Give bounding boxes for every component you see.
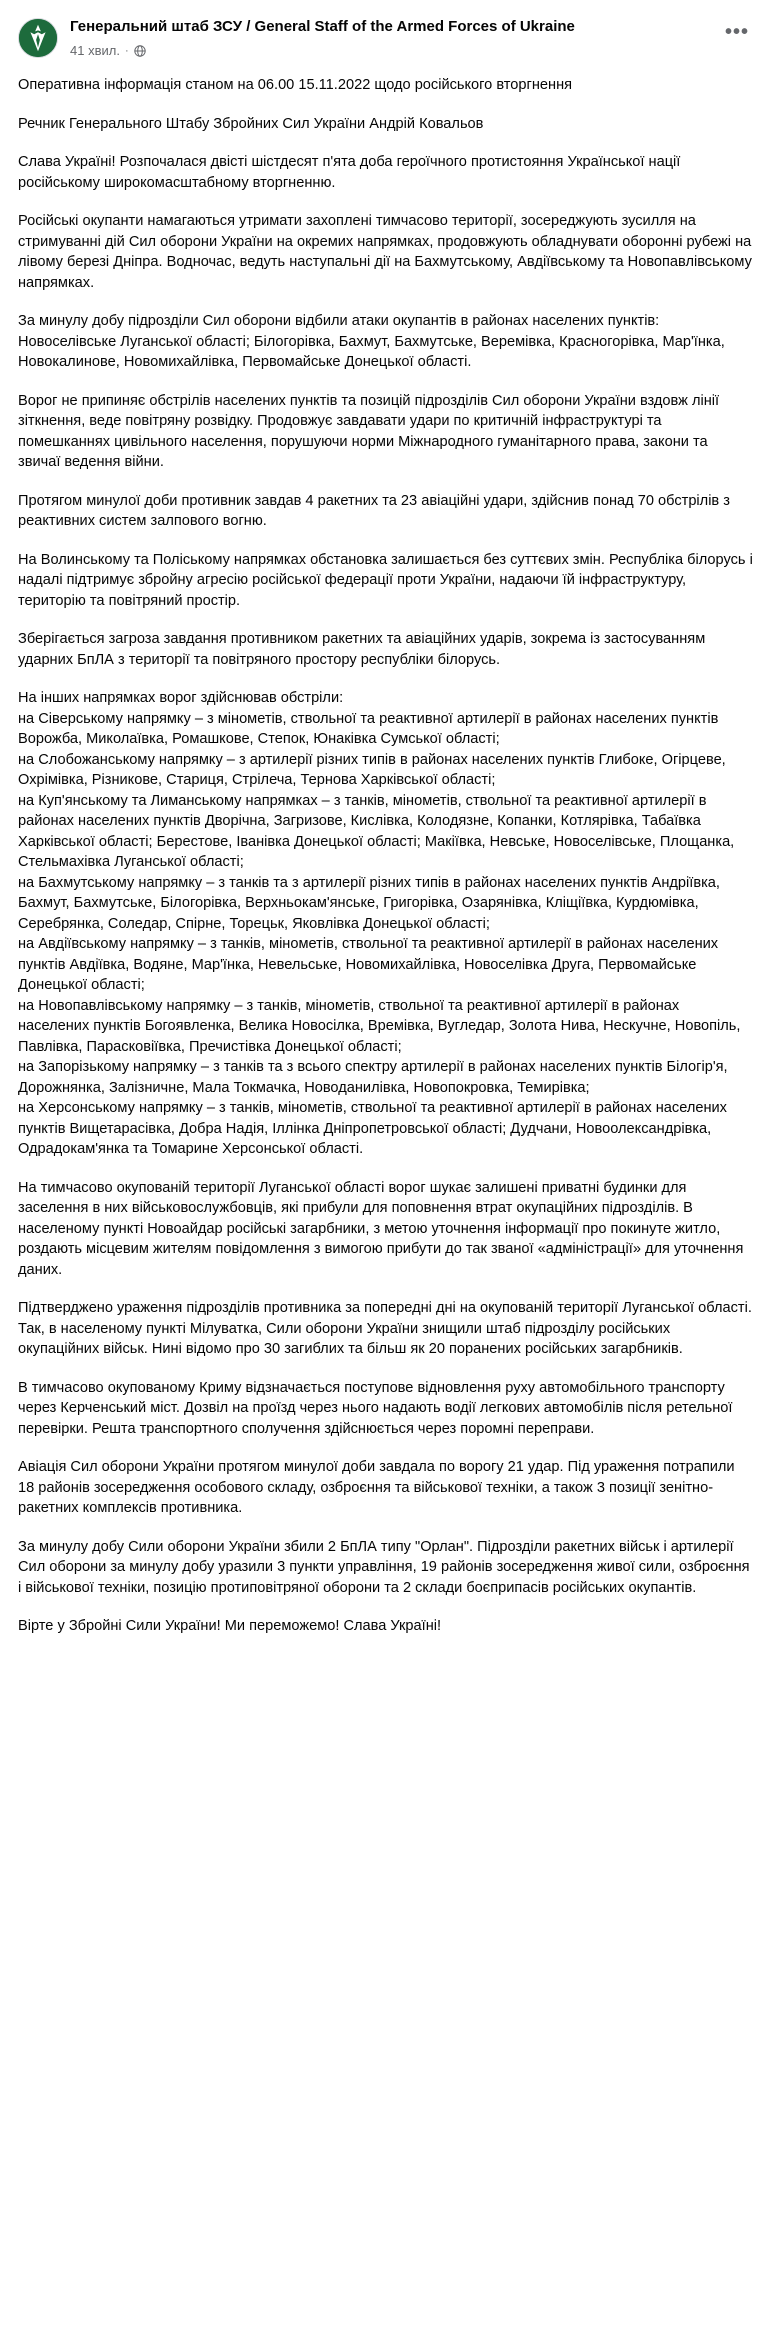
post-paragraph: Авіація Сил оборони України протягом минулої доби завдала по ворогу 21 удар. Під ураження потрапили 18 районів зосередження особового складу, озброєння та військової техніки, а також 3 позиції зенітно-ракетних комплексів противника. [18,1459,735,1516]
post-timestamp[interactable]: 41 хвил. [70,43,120,58]
post-paragraph: На тимчасово окупованій території Луганської області ворог шукає залишені приватні будинки для заселення в них військовослужбовців, які прибули для поповнення втрат окупаційних підрозділів. В населеному пункті Новоайдар російські загарбники, з метою уточнення інформації про покинуте житло, роздають місцевим жителям повідомлення з вимогою прибути до так званої «адміністрації» для уточнення даних. [18,1179,744,1278]
directions-intro: На інших напрямках ворог здійснював обстріли: [18,690,344,706]
direction-item: на Куп'янському та Лиманському напрямках – з танків, мінометів, ствольної та реактивної артилерії в районах населених пунктів Дворічна, Загризове, Кислівка, Колодязне, Копанки, Котлярівка, Табаївка Харківської області; Берестове, Іванівка Донецької області; Макіївка, Невське, Новоселівське, Площанка, Стельмахівка Луганської області; [18,792,735,870]
direction-item: на Слобожанському напрямку – з артилерії різних типів в районах населених пунктів Глибоке, Огірцеве, Охрімівка, Різникове, Стариця, Стрілеча, Тернова Харківської області; [18,751,726,788]
post-paragraph: Оперативна інформація станом на 06.00 15.11.2022 щодо російського вторгнення [18,77,573,93]
post-header [18,12,753,61]
post-paragraph: Слава Україні! Розпочалася двісті шістдесят п'ята доба героїчного протистояння Української нації російському широкомасштабному вторгненню. [18,154,681,191]
direction-item: на Сіверському напрямку – з мінометів, ствольної та реактивної артилерії в районах населених пунктів Ворожба, Миколаївка, Ромашкове, Степок, Юнаківка Сумської області; [18,710,719,747]
globe-icon [134,45,146,57]
post-paragraph: В тимчасово окупованому Криму відзначається поступове відновлення руху автомобільного транспорту через Керченський міст. Дозвіл на проїзд через нього надають водії легкових автомобілів після ретельної перевірки. Решта транспортного сполучення здійснюється через поромні переправи. [18,1379,733,1437]
direction-item: на Бахмутському напрямку – з танків та з артилерії різних типів в районах населених пунктів Андріївка, Бахмут, Бахмутське, Білогорівка, Верхньокам'янське, Григорівка, Озарянівка, Кліщіївка, Курдюмівка, Серебрянка, Соледар, Спірне, Торецьк, Яковлівка Донецької області; [18,874,720,932]
direction-item: на Новопавлівському напрямку – з танків, мінометів, ствольної та реактивної артилерії в районах населених пунктів Богоявленка, Велика Новосілка, Времівка, Вугледар, Золота Нива, Нескучне, Новопіль, Павлівка, Парасковіївка, Пречистівка Донецької області; [18,997,741,1055]
post-paragraph: Вірте у Збройні Сили України! Ми переможемо! Слава Україні! [18,1618,442,1634]
post-options-menu-icon[interactable]: ••• [724,21,749,43]
directions-block [18,688,753,1160]
post-header-text [70,16,753,59]
post-paragraph: За минулу добу підрозділи Сил оборони відбили атаки окупантів в районах населених пунктів: Новоселівське Луганської області; Білогорівка, Бахмут, Бахмутське, Веремівка, Красногорівка, Мар'їнка, Новокалинове, Новомихайлівка, Первомайське Донецької області. [18,313,725,370]
post-paragraph: Протягом минулої доби противник завдав 4 ракетних та 23 авіаційні удари, здійснив понад 70 обстрілів з реактивних систем залпового вогню. [18,492,730,529]
direction-item: на Херсонському напрямку – з танків, мінометів, ствольної та реактивної артилерії в районах населених пунктів Вищетарасівка, Добра Надія, Іллінка Дніпропетровської області; Дудчани, Новоолександрівка, Одрадокам'янка та Томарине Херсонської області. [18,1100,727,1157]
meta-separator: · [124,45,129,57]
post-paragraph: На Волинському та Поліському напрямках обстановка залишається без суттєвих змін. Республіка білорусь і надалі підтримує збройну агресію російської федерації проти України, надаючи їй інфраструктуру, територію та повітряний простір. [18,551,753,609]
page-name[interactable]: Генеральний штаб ЗСУ / General Staff of the Armed Forces of Ukraine [70,18,575,35]
avatar[interactable] [18,18,58,58]
post-paragraph: Російські окупанти намагаються утримати захоплені тимчасово території, зосереджують зусилля на стримуванні дій Сил оборони України на окремих напрямках, продовжують обладнувати оборонні рубежі на лівому березі Дніпра. Водночас, ведуть наступальні дії на Бахмутському, Авдіївському та Новопавлівському напрямках. [18,213,752,291]
post-paragraph: Підтверджено ураження підрозділів противника за попередні дні на окупованій території Луганської області. Так, в населеному пункті Мілуватка, Сили оборони України знищили штаб підрозділу російських окупаційних військ. Нині відомо про 30 загиблих та більш як 20 поранених російських загарбників. [18,1300,752,1357]
direction-item: на Авдіївському напрямку – з танків, мінометів, ствольної та реактивної артилерії в районах населених пунктів Авдіївка, Водяне, Мар'їнка, Невельське, Новомихайлівка, Новоселівка Друга, Первомайське Донецької області; [18,936,719,993]
post-paragraph: За минулу добу Сили оборони України збили 2 БпЛА типу "Орлан". Підрозділи ракетних військ і артилерії Сил оборони за минулу добу уразили 3 пункти управління, 19 районів зосередження живої сили, озброєння і військової техніки, позицію протиповітряної оборони та 2 склади боєприпасів російських окупантів. [18,1538,750,1596]
post-paragraph: Зберігається загроза завдання противником ракетних та авіаційних ударів, зокрема із застосуванням ударних БпЛА з території та повітряного простору республіки білорусь. [18,631,706,668]
post-meta [70,43,753,59]
post-body [18,75,753,1637]
direction-item: на Запорізькому напрямку – з танків та з всього спектру артилерії в районах населених пунктів Білогір'я, Дорожнянка, Залізничне, Мала Токмачка, Новоданилівка, Новопокровка, Темирівка; [18,1059,728,1096]
post-paragraph: Ворог не припиняє обстрілів населених пунктів та позицій підрозділів Сил оборони України вздовж лінії зіткнення, веде повітряну розвідку. Продовжує завдавати удари по критичній інфраструктурі та помешканнях цивільного населення, порушуючи норми Міжнародного гуманітарного права, закони та звичаї ведення війни. [18,392,720,470]
post-paragraph: Речник Генерального Штабу Збройних Сил України Андрій Ковальов [18,115,484,132]
